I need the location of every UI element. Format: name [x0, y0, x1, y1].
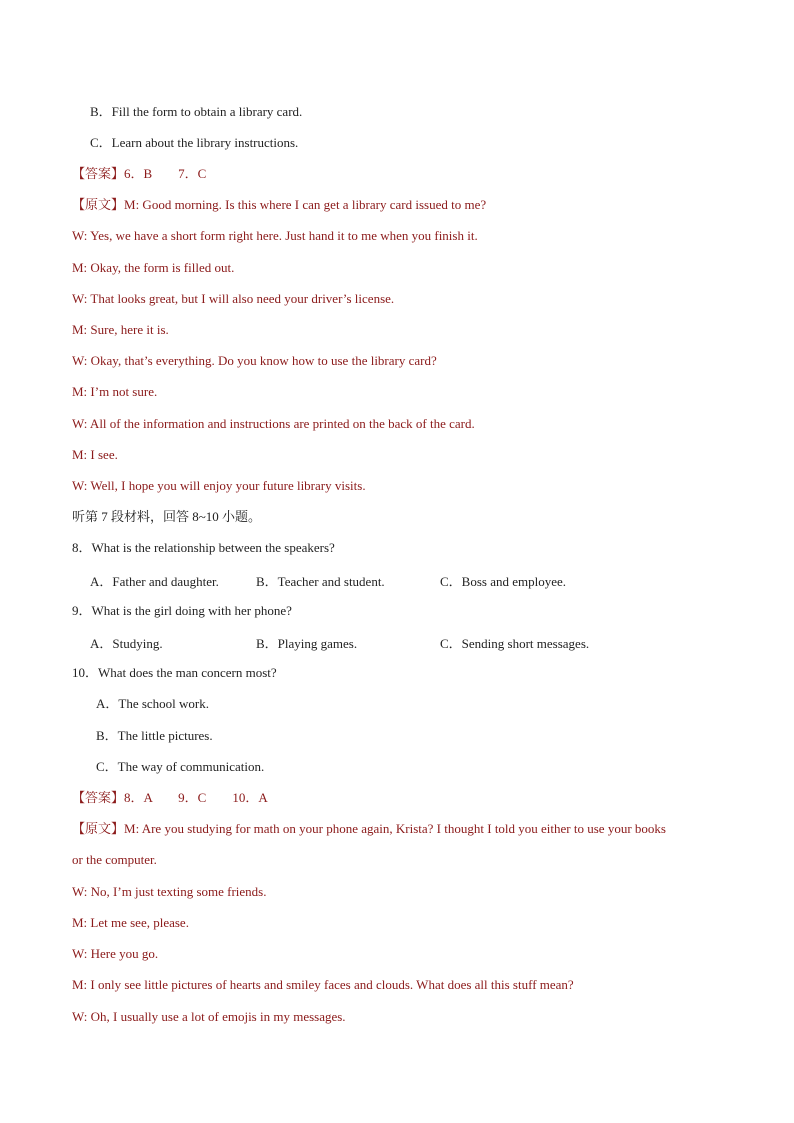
transcript-line: W: Oh, I usually use a lot of emojis in my messages.	[72, 1009, 346, 1024]
q9-option-a: A．Studying.	[90, 636, 163, 651]
q10-option-c: C．The way of communication.	[96, 759, 265, 774]
q10-question: 10．What does the man concern most?	[72, 665, 277, 680]
transcript-line: W: Here you go.	[72, 946, 159, 961]
transcript-line: W: Well, I hope you will enjoy your future library visits.	[72, 478, 366, 493]
answer-text: 6．B 7．C	[124, 166, 207, 181]
transcript-text: M: Are you studying for math on your phone again, Krista? I thought I told you either to use your books	[124, 821, 666, 836]
transcript-line: M: I’m not sure.	[72, 384, 158, 399]
transcript-line: M: Let me see, please.	[72, 915, 189, 930]
transcript-line: W: All of the information and instructions are printed on the back of the card.	[72, 416, 475, 431]
q9-option-c: C．Sending short messages.	[440, 636, 590, 651]
q7-option-b: B．Fill the form to obtain a library card.	[90, 104, 303, 119]
transcript-line	[72, 196, 486, 214]
transcript-line: M: I only see little pictures of hearts and smiley faces and clouds. What does all this stuff mean?	[72, 977, 574, 992]
answer-block-2	[72, 789, 268, 807]
transcript-text: M: Good morning. Is this where I can get a library card issued to me?	[124, 197, 487, 212]
transcript-line: M: I see.	[72, 447, 118, 462]
transcript-line: M: Okay, the form is filled out.	[72, 260, 235, 275]
section-intro: 听第 7 段材料，回答 8~10 小题。	[72, 509, 262, 524]
answer-tag: 【答案】	[72, 790, 125, 805]
transcript-tag: 【原文】	[72, 821, 125, 836]
transcript-tag: 【原文】	[72, 197, 125, 212]
answer-text: 8．A 9．C 10．A	[124, 790, 268, 805]
answer-tag: 【答案】	[72, 166, 125, 181]
q7-option-c: C．Learn about the library instructions.	[90, 135, 299, 150]
q9-option-b: B．Playing games.	[256, 636, 358, 651]
transcript-line: M: Sure, here it is.	[72, 322, 169, 337]
transcript-line: W: That looks great, but I will also need your driver’s license.	[72, 291, 395, 306]
q8-option-b: B．Teacher and student.	[256, 574, 385, 589]
q8-option-a: A．Father and daughter.	[90, 574, 219, 589]
transcript-line	[72, 820, 666, 838]
q8-option-c: C．Boss and employee.	[440, 574, 567, 589]
transcript-line: W: Yes, we have a short form right here. Just hand it to me when you finish it.	[72, 228, 478, 243]
transcript-line: or the computer.	[72, 852, 157, 867]
q8-question: 8．What is the relationship between the speakers?	[72, 540, 335, 555]
q9-question: 9．What is the girl doing with her phone?	[72, 603, 292, 618]
answer-block-1	[72, 165, 206, 183]
transcript-line: W: Okay, that’s everything. Do you know how to use the library card?	[72, 353, 437, 368]
q10-option-a: A．The school work.	[96, 696, 210, 711]
q10-option-b: B．The little pictures.	[96, 728, 213, 743]
transcript-line: W: No, I’m just texting some friends.	[72, 884, 267, 899]
